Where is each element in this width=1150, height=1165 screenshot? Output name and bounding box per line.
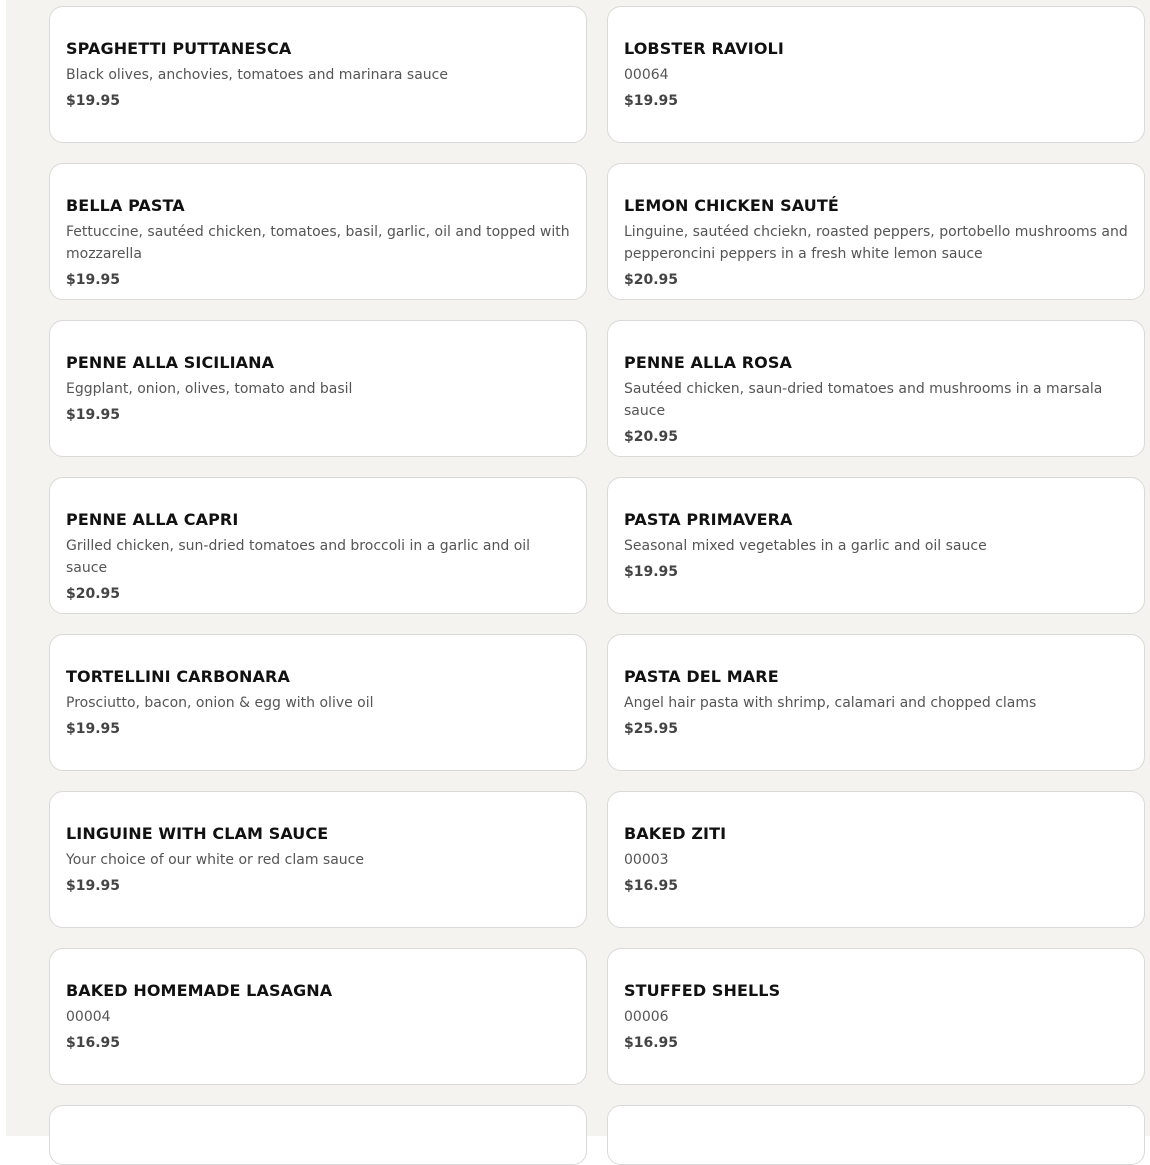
menu-item-card[interactable] bbox=[607, 477, 1145, 614]
menu-item-card[interactable] bbox=[49, 948, 587, 1085]
menu-item-name: PENNE ALLA ROSA bbox=[624, 353, 792, 372]
menu-item-description: 00003 bbox=[624, 852, 669, 868]
menu-item-description: Fettuccine, sautéed chicken, tomatoes, basil, garlic, oil and topped with mozzarella bbox=[66, 224, 570, 262]
menu-item-price: $16.95 bbox=[66, 1035, 121, 1051]
menu-item-card[interactable] bbox=[49, 163, 587, 300]
menu-item-name: LEMON CHICKEN SAUTÉ bbox=[624, 196, 839, 215]
menu-item-card[interactable] bbox=[49, 477, 587, 614]
menu-item-price: $19.95 bbox=[66, 878, 121, 894]
menu-item-description: 00064 bbox=[624, 67, 669, 83]
menu-item-description: Linguine, sautéed chciekn, roasted peppers, portobello mushrooms and pepperoncini peppers in a fresh white lemon sauce bbox=[624, 224, 1128, 262]
menu-item-description: Eggplant, onion, olives, tomato and basil bbox=[66, 381, 353, 397]
menu-item-card[interactable] bbox=[607, 163, 1145, 300]
menu-item-name: PASTA DEL MARE bbox=[624, 667, 779, 686]
menu-item-name: PASTA PRIMAVERA bbox=[624, 510, 793, 529]
menu-item-name: TORTELLINI CARBONARA bbox=[66, 667, 290, 686]
menu-item-card[interactable] bbox=[49, 320, 587, 457]
menu-item-name: LOBSTER RAVIOLI bbox=[624, 39, 784, 58]
menu-item-card[interactable] bbox=[607, 320, 1145, 457]
menu-item-name: BAKED ZITI bbox=[624, 824, 727, 843]
menu-item-price: $19.95 bbox=[66, 407, 121, 423]
menu-item-description: Seasonal mixed vegetables in a garlic and oil sauce bbox=[624, 538, 987, 554]
menu-item-name: STUFFED SHELLS bbox=[624, 981, 781, 1000]
menu-item-card-partial[interactable] bbox=[49, 1105, 587, 1165]
menu-item-name: PENNE ALLA SICILIANA bbox=[66, 353, 275, 372]
menu-item-price: $16.95 bbox=[624, 878, 679, 894]
menu-item-name: PENNE ALLA CAPRI bbox=[66, 510, 239, 529]
menu-item-description: 00006 bbox=[624, 1009, 669, 1025]
menu-item-price: $19.95 bbox=[624, 564, 679, 580]
menu-item-name: BELLA PASTA bbox=[66, 196, 185, 215]
menu-item-description: Prosciutto, bacon, onion & egg with olive oil bbox=[66, 695, 374, 711]
menu-item-price: $19.95 bbox=[624, 93, 679, 109]
menu-item-price: $20.95 bbox=[624, 429, 679, 445]
menu-item-name: LINGUINE WITH CLAM SAUCE bbox=[66, 824, 329, 843]
menu-item-price: $25.95 bbox=[624, 721, 679, 737]
menu-item-card[interactable] bbox=[607, 948, 1145, 1085]
menu-item-price: $20.95 bbox=[624, 272, 679, 288]
menu-item-card[interactable] bbox=[607, 634, 1145, 771]
menu-item-description: Your choice of our white or red clam sauce bbox=[66, 852, 364, 868]
menu-item-card[interactable] bbox=[49, 6, 587, 143]
menu-item-card[interactable] bbox=[49, 634, 587, 771]
menu-item-card[interactable] bbox=[607, 791, 1145, 928]
menu-item-price: $20.95 bbox=[66, 586, 121, 602]
menu-item-price: $19.95 bbox=[66, 272, 121, 288]
menu-item-price: $16.95 bbox=[624, 1035, 679, 1051]
menu-item-card-partial[interactable] bbox=[607, 1105, 1145, 1165]
menu-item-description: Angel hair pasta with shrimp, calamari and chopped clams bbox=[624, 695, 1037, 711]
menu-grid bbox=[49, 6, 1145, 1165]
menu-item-price: $19.95 bbox=[66, 93, 121, 109]
menu-item-price: $19.95 bbox=[66, 721, 121, 737]
menu-item-description: 00004 bbox=[66, 1009, 111, 1025]
menu-item-name: SPAGHETTI PUTTANESCA bbox=[66, 39, 292, 58]
menu-item-description: Grilled chicken, sun-dried tomatoes and broccoli in a garlic and oil sauce bbox=[66, 538, 531, 576]
menu-item-card[interactable] bbox=[49, 791, 587, 928]
menu-item-name: BAKED HOMEMADE LASAGNA bbox=[66, 981, 333, 1000]
menu-item-description: Sautéed chicken, saun-dried tomatoes and mushrooms in a marsala sauce bbox=[624, 381, 1103, 419]
menu-item-description: Black olives, anchovies, tomatoes and marinara sauce bbox=[66, 67, 448, 83]
menu-item-card[interactable] bbox=[607, 6, 1145, 143]
